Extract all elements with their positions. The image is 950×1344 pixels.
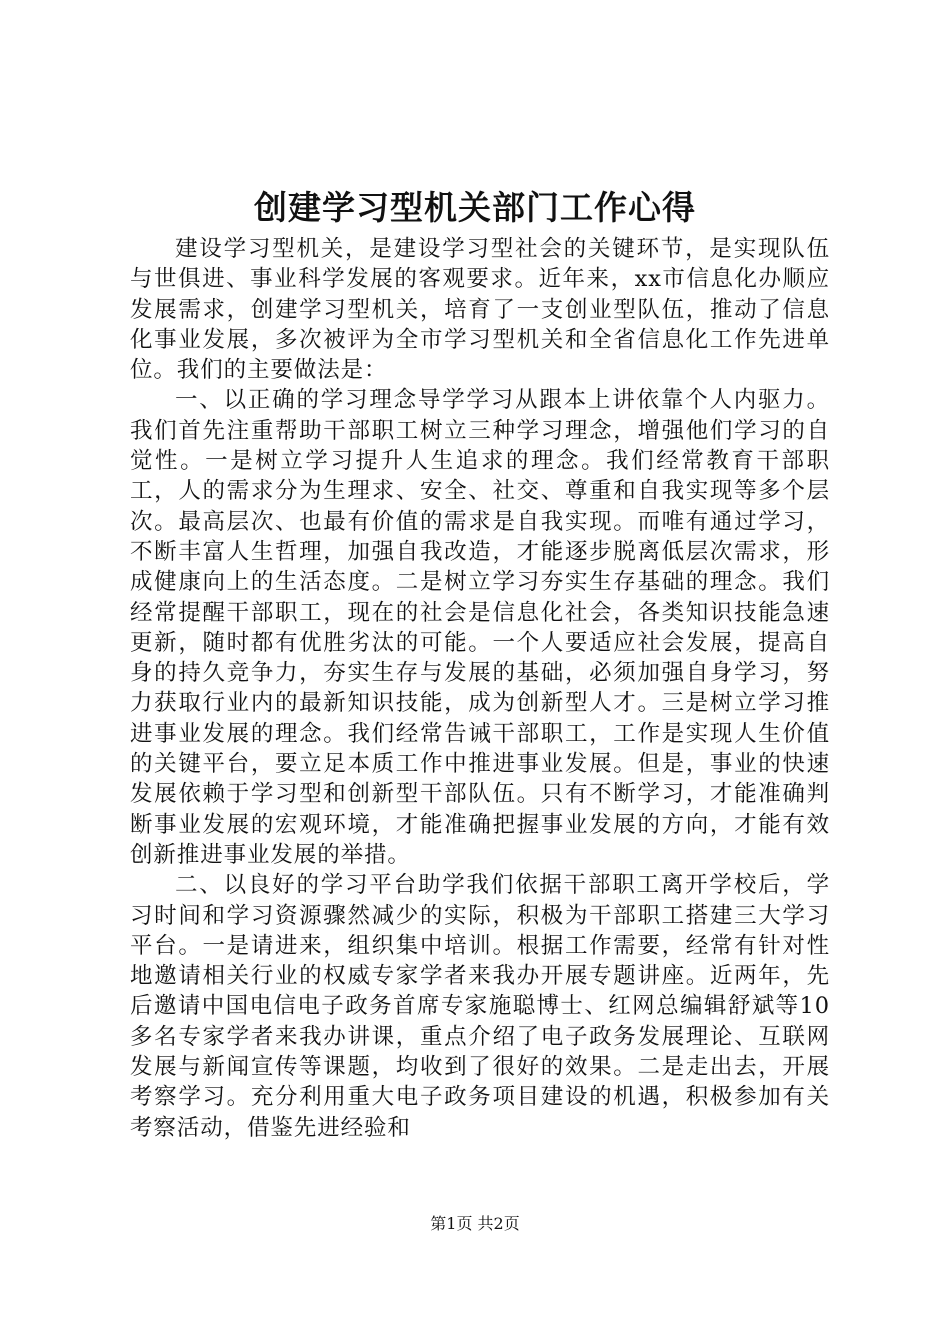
page-footer: [0, 1212, 950, 1236]
paragraph-intro: 建设学习型机关，是建设学习型社会的关键环节，是实现队伍与世俱进、事业科学发展的客观要求。近年来，xx市信息化办顺应发展需求，创建学习型机关，培育了一支创业型队伍，推动了信息化事业发展，多次被评为全市学习型机关和全省信息化工作先进单位。我们的主要做法是：: [130, 236, 830, 384]
document-title: 创建学习型机关部门工作心得: [254, 188, 696, 227]
paragraph-section-one: 一、以正确的学习理念导学学习从跟本上讲依靠个人内驱力。我们首先注重帮助干部职工树立三种学习理念，增强他们学习的自觉性。一是树立学习提升人生追求的理念。我们经常教育干部职工，人的需求分为生理求、安全、社交、尊重和自我实现等多个层次。最高层次、也最有价值的需求是自我实现。而唯有通过学习，不断丰富人生哲理，加强自我改造，才能逐步脱离低层次需求，形成健康向上的生活态度。二是树立学习夯实生存基础的理念。我们经常提醒干部职工，现在的社会是信息化社会，各类知识技能急速更新，随时都有优胜劣汰的可能。一个人要适应社会发展，提高自身的持久竞争力，夯实生存与发展的基础，必须加强自身学习，努力获取行业内的最新知识技能，成为创新型人才。三是树立学习推进事业发展的理念。我们经常告诫干部职工，工作是实现人生价值的关键平台，要立足本质工作中推进事业发展。但是，事业的快速发展依赖于学习型和创新型干部队伍。只有不断学习，才能准确判断事业发展的宏观环境，才能准确把握事业发展的方向，才能有效创新推进事业发展的举措。: [130, 387, 830, 868]
paragraph-section-two: 二、以良好的学习平台助学我们依据干部职工离开学校后，学习时间和学习资源骤然减少的实际，积极为干部职工搭建三大学习平台。一是请进来，组织集中培训。根据工作需要，经常有针对性地邀请相关行业的权威专家学者来我办开展专题讲座。近两年，先后邀请中国电信电子政务首席专家施聪博士、红网总编辑舒斌等10多名专家学者来我办讲课，重点介绍了电子政务发展理论、互联网发展与新闻宣传等课题，均收到了很好的效果。二是走出去，开展考察学习。充分利用重大电子政务项目建设的机遇，积极参加有关考察活动，借鉴先进经验和: [130, 872, 830, 1141]
document-body: [130, 234, 830, 1143]
page-indicator: 第1页 共2页: [430, 1214, 520, 1233]
